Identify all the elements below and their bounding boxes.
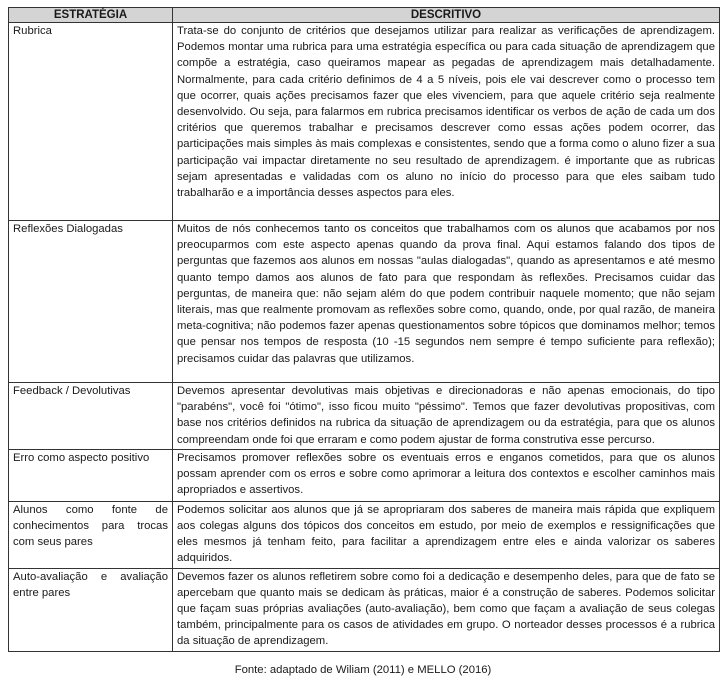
description-cell: Precisamos promover reflexões sobre os eventuais erros e enganos cometidos, para que os alunos possam aprender com os erros e sobre como aprimorar a leitura dos contextos e escolher caminhos mais apropriados e assertivos. [173,449,720,501]
header-strategy: ESTRATÉGIA [9,8,173,23]
table-row [9,568,720,651]
strategy-cell: Auto-avaliação e avaliação entre pares [9,568,173,651]
strategy-cell: Rubrica [9,23,173,221]
header-description: DESCRITIVO [173,8,720,23]
strategy-cell: Reflexões Dialogadas [9,221,173,383]
table-header-row [9,8,720,23]
description-cell: Podemos solicitar aos alunos que já se apropriaram dos saberes de maneira mais rápida que expliquem aos colegas alguns dos tópicos dos conceitos em estudo, por meio de exemplos e ressignificações que eles mesmos já tenham feito, para facilitar a aprendizagem entre eles e ainda valorizar os saberes adquiridos. [173,501,720,568]
table-row [9,23,720,221]
strategy-cell: Alunos como fonte de conhecimentos para trocas com seus pares [9,501,173,568]
table-row [9,449,720,501]
description-cell: Devemos fazer os alunos refletirem sobre como foi a dedicação e desempenho deles, para que de fato se apercebam que quanto mais se dedicam às práticas, maior é a construção de saberes. Podemos solicitar que façam suas próprias avaliações (auto-avaliação), bem como que façam a avaliação de seus colegas também, principalmente para os casos de atividades em grupo. O norteador desses processos é a rubrica da situação de aprendizagem. [173,568,720,651]
strategy-table [8,7,720,652]
description-cell: Devemos apresentar devolutivas mais objetivas e direcionadoras e não apenas emocionais, do tipo "parabéns", você foi "ótimo", isso ficou muito "péssimo". Temos que fazer devolutivas propositivas, com base nos critérios definidos na rubrica da situação de aprendizagem ou da estratégia, para que os alunos compreendam onde foi que erraram e como podem ajustar de forma construtiva esse percurso. [173,383,720,450]
strategy-cell: Erro como aspecto positivo [9,449,173,501]
table-row [9,501,720,568]
strategy-cell: Feedback / Devolutivas [9,383,173,450]
table-row [9,383,720,450]
table-row [9,221,720,383]
description-cell: Trata-se do conjunto de critérios que desejamos utilizar para realizar as verificações de aprendizagem. Podemos montar uma rubrica para uma estratégia específica ou para cada situação de aprendizagem que compõe a estratégia, caso queiramos mapear as pegadas de aprendizagem mais detalhadamente. Normalmente, para cada critério definimos de 4 a 5 níveis, pois ele vai descrever como o processo tem que ocorrer, quais ações precisamos fazer que eles vivenciem, para que aquele critério seja realmente desenvolvido. Ou seja, para falarmos em rubrica precisamos identificar os verbos de ação de cada um dos critérios que queremos trabalhar e precisamos descrever como essas ações podem ocorrer, das participações mais simples às mais complexas e consistentes, sendo que a forma como o aluno fizer a sua participação vai impactar diretamente no seu resultado de aprendizagem. é importante que as rubricas sejam apresentadas e validadas com os aluno no início do processo para que eles saibam tudo trabalharão e a importância desses aspectos para eles. [173,23,720,221]
table-caption: Fonte: adaptado de Wiliam (2011) e MELLO (2016) [234,664,492,676]
description-cell: Muitos de nós conhecemos tanto os conceitos que trabalhamos com os alunos que acabamos por nos preocuparmos com este aspecto apenas quando da prova final. Aqui estamos falando dos tipos de perguntas que fazemos aos alunos em nossas "aulas dialogadas", quando as apresentamos e até mesmo quanto tempo damos aos alunos de fato para que respondam às reflexões. Precisamos cuidar das perguntas, de maneira que: não sejam além do que podem contribuir naquele momento; que não sejam literais, mas que realmente promovam as reflexões sobre como, quando, onde, por qual razão, de maneira meta-cognitiva; não podemos fazer apenas questionamentos sobre tópicos que dominamos melhor; temos que pensar nos tempos de resposta (10 -15 segundos nem sempre é tempo suficiente para reflexão); precisamos cuidar das palavras que utilizamos. [173,221,720,383]
